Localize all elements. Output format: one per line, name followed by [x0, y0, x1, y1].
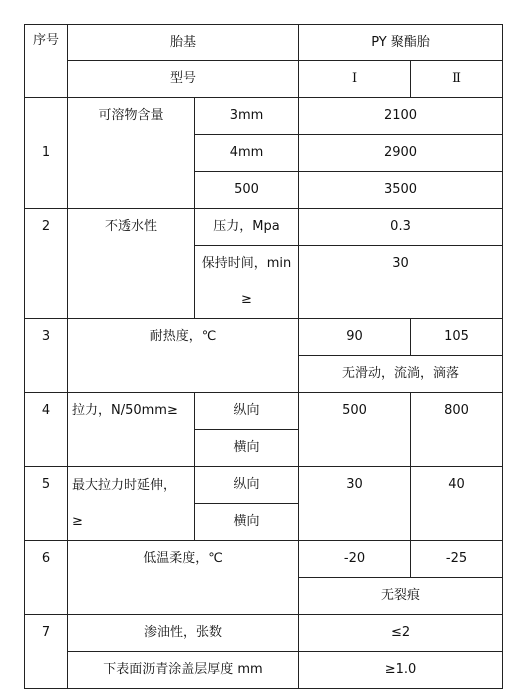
header-base: 胎基	[68, 25, 299, 61]
row-note: 无裂痕	[299, 578, 503, 615]
row-item-line2: ≥	[72, 514, 83, 529]
row-type1: 500	[299, 393, 411, 467]
row-condition: 横向	[195, 430, 299, 467]
row-type1: 90	[299, 319, 411, 356]
row-condition: 横向	[195, 504, 299, 541]
table-row	[25, 615, 503, 652]
row-no: 3	[25, 319, 68, 393]
table-row	[25, 209, 503, 246]
table-row	[25, 393, 503, 430]
row-value: ≤2	[299, 615, 503, 652]
row-type1: 30	[299, 467, 411, 541]
row-note: 无滑动，流淌，滴落	[299, 356, 503, 393]
row-item: 不透水性	[68, 209, 195, 319]
row-type2: 40	[411, 467, 503, 541]
row-value: 2100	[299, 98, 503, 135]
row-type2: -25	[411, 541, 503, 578]
header-no: 序号	[25, 25, 68, 98]
table-row	[25, 652, 503, 689]
row-condition: 500	[195, 172, 299, 209]
row-item: 下表面沥青涂盖层厚度 mm	[68, 652, 299, 689]
row-item: 可溶物含量	[68, 98, 195, 209]
row-item: 耐热度，℃	[68, 319, 299, 393]
row-item: 拉力，N/50mm≥	[68, 393, 195, 467]
spec-table	[24, 24, 503, 689]
row-no: 1	[25, 98, 68, 209]
row-value: ≥1.0	[299, 652, 503, 689]
header-type1: Ⅰ	[299, 61, 411, 98]
row-type2: 105	[411, 319, 503, 356]
header-py: PY 聚酯胎	[299, 25, 503, 61]
header-model: 型号	[68, 61, 299, 98]
table-row	[25, 541, 503, 578]
row-condition-line1: 保持时间，min	[201, 256, 292, 271]
row-item: 低温柔度，℃	[68, 541, 299, 615]
row-type1: -20	[299, 541, 411, 578]
row-value: 2900	[299, 135, 503, 172]
spec-table-page	[24, 24, 502, 689]
header-row-1	[25, 25, 503, 61]
table-row	[25, 467, 503, 504]
row-condition	[195, 246, 299, 319]
row-condition: 3mm	[195, 98, 299, 135]
header-row-2	[25, 61, 503, 98]
table-row	[25, 98, 503, 135]
table-row	[25, 319, 503, 356]
row-no: 7	[25, 615, 68, 689]
row-item-line1: 最大拉力时延伸，	[72, 478, 177, 493]
row-no: 5	[25, 467, 68, 541]
row-condition: 纵向	[195, 467, 299, 504]
row-type2: 800	[411, 393, 503, 467]
row-value: 3500	[299, 172, 503, 209]
row-condition-line2: ≥	[241, 292, 252, 307]
row-no: 6	[25, 541, 68, 615]
row-condition: 压力，Mpa	[195, 209, 299, 246]
header-type2: Ⅱ	[411, 61, 503, 98]
row-condition: 纵向	[195, 393, 299, 430]
row-no: 2	[25, 209, 68, 319]
row-item: 渗油性，张数	[68, 615, 299, 652]
row-item	[68, 467, 195, 541]
row-no: 4	[25, 393, 68, 467]
row-value: 30	[299, 246, 503, 319]
row-value: 0.3	[299, 209, 503, 246]
row-condition: 4mm	[195, 135, 299, 172]
